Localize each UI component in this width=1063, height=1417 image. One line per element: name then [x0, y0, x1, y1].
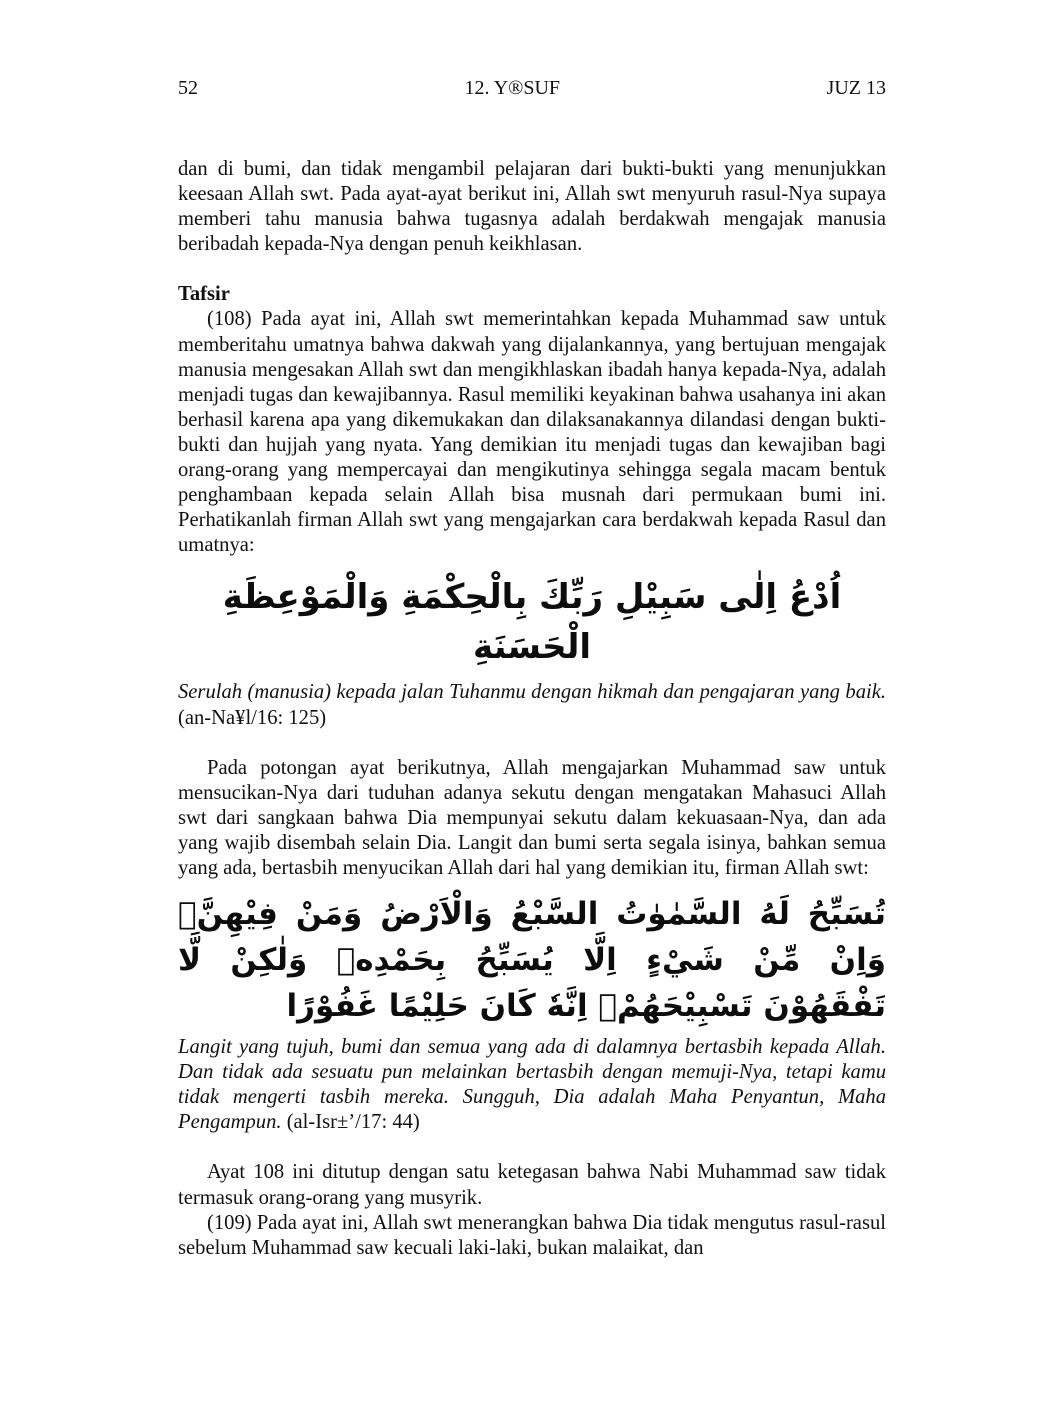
tafsir-109-paragraph: (109) Pada ayat ini, Allah swt menerangkan bahwa Dia tidak mengutus rasul-rasul sebelum Muhammad saw kecuali laki-laki, bukan malaikat, dan [178, 1211, 886, 1259]
juz-label: JUZ 13 [826, 77, 886, 99]
closing-108-paragraph: Ayat 108 ini ditutup dengan satu ketegasan bahwa Nabi Muhammad saw tidak termasuk orang-orang yang musyrik. [178, 1161, 886, 1209]
intro-paragraph: dan di bumi, dan tidak mengambil pelajaran dari bukti-bukti yang menunjukkan keesaan Allah swt. Pada ayat-ayat berikut ini, Allah swt menyuruh rasul-Nya supaya memberi tahu manusia bahwa tugasnya adalah berdakwah mengajak manusia beribadah kepada-Nya dengan penuh keikhlasan. [178, 158, 886, 256]
translation-text: Serulah (manusia) kepada jalan Tuhanmu dengan hikmah dan pengajaran yang baik. [178, 681, 886, 704]
arabic-verse-an-nahl: اُدْعُ اِلٰى سَبِيْلِ رَبِّكَ بِالْحِكْمَةِ وَالْمَوْعِظَةِ الْحَسَنَةِ [222, 577, 842, 668]
translation-an-nahl [178, 680, 886, 730]
tafsir-108-paragraph: (108) Pada ayat ini, Allah swt memerintahkan kepada Muhammad saw untuk memberitahu umatnya bahwa dakwah yang dijalankannya, yang bertujuan mengajak manusia mengesakan Allah swt dan mengikhlaskan ibadah hanya kepada-Nya, adalah menjadi tugas dan kewajibannya. Rasul memiliki keyakinan bahwa usahanya ini akan berhasil karena apa yang dikemukakan dan dilaksanakannya dilandasi dengan bukti-bukti dan hujjah yang nyata. Yang demikian itu menjadi tugas dan kewajiban bagi orang-orang yang mempercayai dan mengikutinya sehingga segala macam bentuk penghambaan kepada selain Allah bisa musnah dari permukaan bumi ini. Perhatikanlah firman Allah swt yang mengajarkan cara berdakwah kepada Rasul dan umatnya: [178, 308, 886, 557]
chapter-title: 12. Y®SUF [464, 77, 561, 99]
book-page [178, 0, 886, 1417]
page-body [178, 157, 886, 1261]
spacer [178, 731, 886, 756]
paragraph-next-verse: Pada potongan ayat berikutnya, Allah mengajarkan Muhammad saw untuk mensucikan-Nya dari tuduhan adanya sekutu dengan mengatakan Mahasuci Allah swt dari sangkaan bahwa Dia mempunyai sekutu dalam kekuasaan-Nya, dan ada yang wajib disembah selain Dia. Langit dan bumi serta segala isinya, bahkan semua yang ada, bertasbih menyucikan Allah dari hal yang demikian itu, firman Allah swt: [178, 756, 886, 879]
verse-reference: (al-Isr±’/17: 44) [286, 1111, 420, 1134]
verse-reference: (an-Na¥l/16: 125) [178, 706, 327, 729]
section-heading: Tafsir [178, 283, 230, 306]
running-header [178, 76, 886, 100]
spacer [178, 1135, 886, 1160]
translation-al-isra [178, 1035, 886, 1135]
arabic-verse-al-isra: تُسَبِّحُ لَهُ السَّمٰوٰتُ السَّبْعُ وَالْاَرْضُ وَمَنْ فِيْهِنَّۗ وَاِنْ مِّنْ شَيْءٍ اِلَّا يُسَبِّحُ بِحَمْدِهٖ وَلٰكِنْ لَّا تَفْقَهُوْنَ تَسْبِيْحَهُمْۗ اِنَّهٗ كَانَ حَلِيْمًا غَفُوْرًا [178, 896, 886, 1025]
page-number: 52 [178, 77, 198, 99]
translation-text: Langit yang tujuh, bumi dan semua yang ada di dalamnya bertasbih kepada Allah. Dan tidak ada sesuatu pun melainkan bertasbih dengan memuji-Nya, tetapi kamu tidak mengerti tasbih mereka. Sungguh, Dia adalah Maha Penyantun, Maha Pengampun. [178, 1036, 886, 1134]
